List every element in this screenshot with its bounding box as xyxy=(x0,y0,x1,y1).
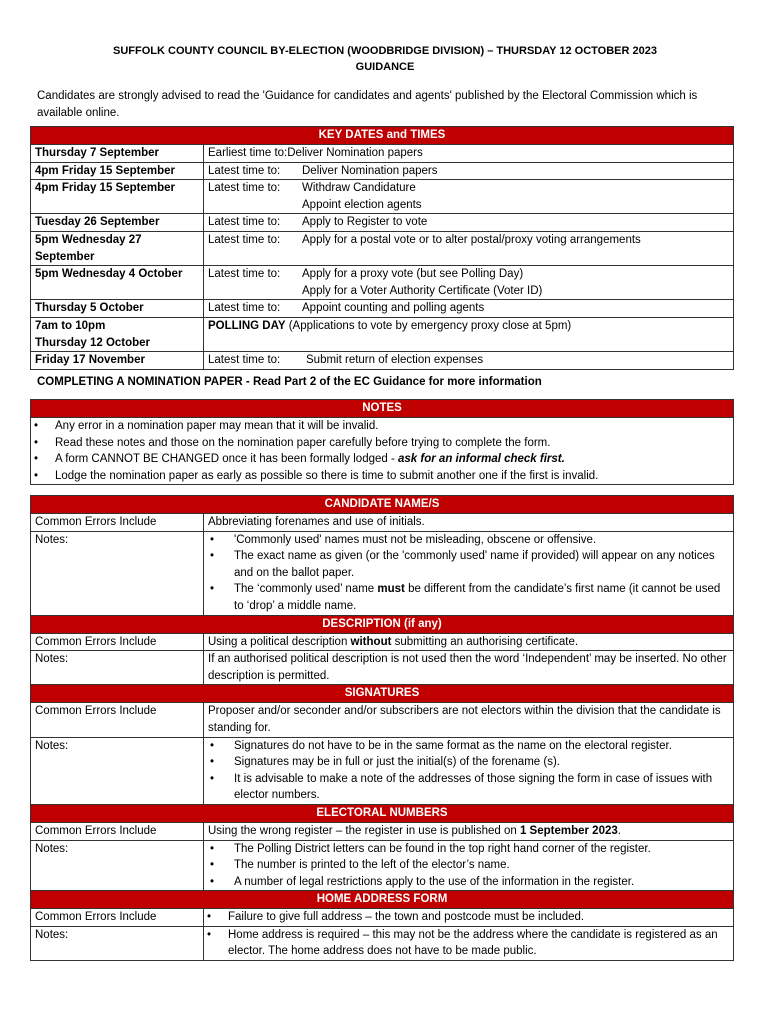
description-notes: If an authorised political description is not used then the word ‘Independent’ may be inserted. No other description is permitted. xyxy=(204,651,734,685)
table-row xyxy=(31,317,734,351)
table-row xyxy=(31,633,734,651)
polling-day-text: (Applications to vote by emergency proxy close at 5pm) xyxy=(285,319,572,332)
action-text: Withdraw Candidature xyxy=(302,182,416,195)
home-address-heading: HOME ADDRESS FORM xyxy=(31,891,734,909)
date-cell: Friday 17 November xyxy=(31,352,204,370)
list-item: • Read these notes and those on the nomination paper carefully before trying to complete the form. xyxy=(31,435,733,452)
document-title xyxy=(0,43,770,75)
date-cell: 4pm Friday 15 September xyxy=(31,180,204,214)
electoral-notes xyxy=(204,841,733,891)
notes-list xyxy=(31,418,733,484)
action-text: Appoint counting and polling agents xyxy=(302,302,485,315)
electoral-errors-tail: . xyxy=(617,824,621,837)
candidate-errors: Abbreviating forenames and use of initials. xyxy=(204,514,734,532)
signatures-errors: Proposer and/or seconder and/or subscribers are not electors within the division that the candidate is standing for. xyxy=(204,703,734,737)
latest-label: Latest time to: xyxy=(208,182,281,195)
list-item xyxy=(204,581,733,614)
date-cell: 5pm Wednesday 27 September xyxy=(31,231,204,265)
list-item: • Failure to give full address – the town and postcode must be included. xyxy=(204,909,733,926)
errors-label: Common Errors Include xyxy=(31,909,204,927)
list-item: • The number is printed to the left of the elector’s name. xyxy=(204,857,733,874)
key-dates-heading: KEY DATES and TIMES xyxy=(31,127,734,145)
table-row xyxy=(31,266,734,300)
table-row xyxy=(31,737,734,804)
table-row xyxy=(31,162,734,180)
action-text-2: Apply for a Voter Authority Certificate (Voter ID) xyxy=(302,284,543,297)
date-cell: 4pm Friday 15 September xyxy=(31,162,204,180)
signatures-heading: SIGNATURES xyxy=(31,685,734,703)
errors-label: Common Errors Include xyxy=(31,633,204,651)
description-heading: DESCRIPTION (if any) xyxy=(31,615,734,633)
latest-label: Latest time to: xyxy=(208,302,281,315)
nomination-heading: COMPLETING A NOMINATION PAPER - Read Part 2 of the EC Guidance for more information xyxy=(37,376,542,388)
list-item xyxy=(31,451,733,468)
table-row xyxy=(31,909,734,927)
list-item: • Signatures may be in full or just the initial(s) of the forename (s). xyxy=(204,754,733,771)
table-row xyxy=(31,651,734,685)
candidate-heading: CANDIDATE NAME/S xyxy=(31,496,734,514)
action-text: Apply for a postal vote or to alter postal/proxy voting arrangements xyxy=(302,233,641,246)
errors-label: Common Errors Include xyxy=(31,703,204,737)
intro-paragraph: Candidates are strongly advised to read the 'Guidance for candidates and agents' published by the Electoral Commission which is available online. xyxy=(37,90,698,119)
electoral-errors: Using the wrong register – the register in use is published on xyxy=(208,824,520,837)
list-item: • A number of legal restrictions apply to the use of the information in the register. xyxy=(204,874,733,891)
guidance-table xyxy=(30,495,734,961)
date-cell: Tuesday 26 September xyxy=(31,214,204,232)
note-text: be different from the candidate’s first name (it cannot be used to ‘drop’ a middle name. xyxy=(234,583,721,612)
key-dates-table xyxy=(30,126,734,370)
action-text: Apply to Register to vote xyxy=(302,216,428,229)
list-item: • Home address is required – this may not be the address where the candidate is registered as an elector. The home address does not have to be made public. xyxy=(204,927,733,960)
table-row xyxy=(31,703,734,737)
latest-label: Latest time to: xyxy=(208,216,281,229)
candidate-notes xyxy=(204,532,733,615)
errors-label: Common Errors Include xyxy=(31,822,204,840)
table-row xyxy=(31,214,734,232)
description-errors-bold: without xyxy=(350,635,392,648)
date-cell-2: Thursday 12 October xyxy=(35,336,151,349)
home-notes xyxy=(204,927,733,960)
polling-day-label: POLLING DAY xyxy=(208,319,286,332)
action-text-2: Appoint election agents xyxy=(302,198,422,211)
title-line-2: GUIDANCE xyxy=(355,61,415,73)
latest-label: Latest time to: xyxy=(208,268,281,281)
list-item: • It is advisable to make a note of the addresses of those signing the form in case of issues with elector numbers. xyxy=(204,771,733,804)
table-row xyxy=(31,840,734,891)
description-errors-tail: submitting an authorising certificate. xyxy=(391,635,579,648)
date-cell: 5pm Wednesday 4 October xyxy=(31,266,204,300)
notes-label: Notes: xyxy=(31,840,204,891)
home-errors xyxy=(204,909,733,926)
notes-label: Notes: xyxy=(31,531,204,615)
earliest-label: Earliest time to: xyxy=(208,147,288,159)
list-item: • The exact name as given (or the 'commonly used' name if provided) will appear on any notices and on the ballot paper. xyxy=(204,548,733,581)
table-row xyxy=(31,822,734,840)
table-row xyxy=(31,531,734,615)
latest-label: Latest time to: xyxy=(208,164,281,177)
list-item: • 'Commonly used' names must not be misleading, obscene or offensive. xyxy=(204,532,733,549)
table-row xyxy=(31,231,734,265)
list-item: • Lodge the nomination paper as early as possible so there is time to submit another one if the first is invalid. xyxy=(31,468,733,485)
electoral-heading: ELECTORAL NUMBERS xyxy=(31,804,734,822)
description-errors: Using a political description xyxy=(208,635,351,648)
notes-heading: NOTES xyxy=(31,400,734,418)
action-text: Submit return of election expenses xyxy=(306,354,484,367)
list-item: • Any error in a nomination paper may mean that it will be invalid. xyxy=(31,418,733,435)
notes-label: Notes: xyxy=(31,651,204,685)
notes-table xyxy=(30,399,734,485)
table-row xyxy=(31,300,734,318)
table-row xyxy=(31,926,734,960)
latest-label: Latest time to: xyxy=(208,233,281,246)
cannot-change-text: A form CANNOT BE CHANGED once it has been formally lodged - xyxy=(55,453,399,466)
table-row xyxy=(31,514,734,532)
notes-label: Notes: xyxy=(31,737,204,804)
date-cell: Thursday 5 October xyxy=(31,300,204,318)
date-cell: 7am to 10pm xyxy=(35,319,106,332)
action-text: Deliver Nomination papers xyxy=(302,164,438,177)
notes-label: Notes: xyxy=(31,926,204,960)
table-row xyxy=(31,352,734,370)
table-row xyxy=(31,180,734,214)
list-item: • The Polling District letters can be found in the top right hand corner of the register. xyxy=(204,841,733,858)
note-bold: must xyxy=(377,583,405,596)
action-text: Deliver Nomination papers xyxy=(287,147,423,159)
action-text: Apply for a proxy vote (but see Polling Day) xyxy=(302,268,524,281)
informal-check-text: ask for an informal check first. xyxy=(398,453,565,466)
electoral-errors-bold: 1 September 2023 xyxy=(519,824,618,837)
date-cell: Thursday 7 September xyxy=(31,145,204,163)
table-row xyxy=(31,145,734,163)
errors-label: Common Errors Include xyxy=(31,514,204,532)
latest-label: Latest time to: xyxy=(208,354,281,367)
note-text: The ‘commonly used’ name xyxy=(234,583,378,596)
list-item: • Signatures do not have to be in the same format as the name on the electoral register. xyxy=(204,738,733,755)
title-line-1: SUFFOLK COUNTY COUNCIL BY-ELECTION (WOODBRIDGE DIVISION) – THURSDAY 12 OCTOBER 2023 xyxy=(113,45,657,57)
signatures-notes xyxy=(204,738,733,804)
